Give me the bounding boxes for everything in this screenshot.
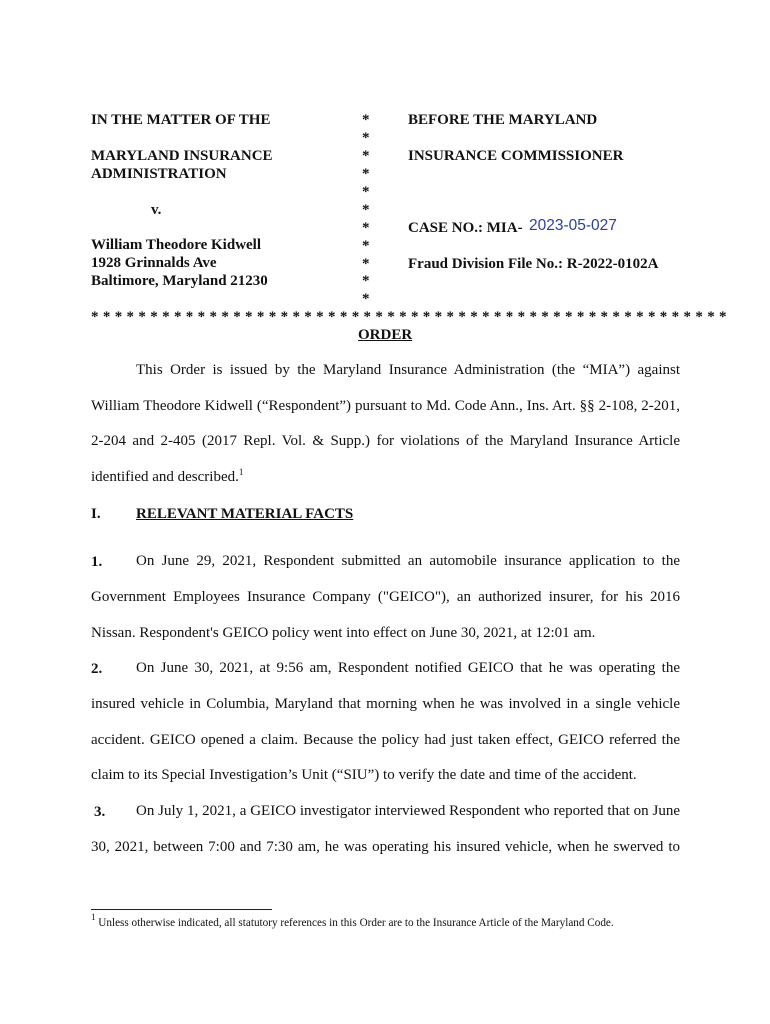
intro-line-3: 2-204 and 2-405 (2017 Repl. Vol. & Supp.) for violations of the Maryland Insurance Article xyxy=(91,433,680,449)
caption-star: * xyxy=(362,291,370,307)
intro-line-2: William Theodore Kidwell (“Respondent”) pursuant to Md. Code Ann., Ins. Art. §§ 2-108, 2-201, xyxy=(91,398,680,414)
caption-star: * xyxy=(362,220,370,236)
footnote-reference[interactable]: 1 xyxy=(238,467,244,477)
section-number: I. xyxy=(91,506,101,522)
caption-star: * xyxy=(362,112,370,128)
party1-line1: MARYLAND INSURANCE xyxy=(91,148,273,164)
paragraph-2-line-4: claim to its Special Investigation’s Unit (“SIU”) to verify the date and time of the accident. xyxy=(91,767,637,783)
section-title: RELEVANT MATERIAL FACTS xyxy=(136,506,354,522)
matter-line: IN THE MATTER OF THE xyxy=(91,112,271,128)
paragraph-3-line-2: 30, 2021, between 7:00 and 7:30 am, he was operating his insured vehicle, when he swerved to xyxy=(91,839,680,855)
footnote-text: Unless otherwise indicated, all statutory references in this Order are to the Insurance Article of the Maryland Code. xyxy=(98,917,614,929)
footnote-divider xyxy=(91,909,272,910)
case-number-handwritten: 2023-05-027 xyxy=(529,217,617,234)
before-line1: BEFORE THE MARYLAND xyxy=(408,112,598,128)
respondent-street: 1928 Grinnalds Ave xyxy=(91,255,217,271)
paragraph-1-line-3: Nissan. Respondent's GEICO policy went into effect on June 30, 2021, at 12:01 am. xyxy=(91,625,596,641)
paragraph-2-line-3: accident. GEICO opened a claim. Because the policy had just taken effect, GEICO referred the xyxy=(91,732,680,748)
paragraph-3-line-1: On July 1, 2021, a GEICO investigator interviewed Respondent who reported that on June xyxy=(136,803,680,819)
caption-star: * xyxy=(362,166,370,182)
case-number-label: CASE NO.: MIA- xyxy=(408,220,523,236)
caption-star: * xyxy=(362,202,370,218)
footnote xyxy=(91,912,614,929)
paragraph-2-line-1: On June 30, 2021, at 9:56 am, Respondent notified GEICO that he was operating the xyxy=(136,660,680,676)
caption-star: * xyxy=(362,184,370,200)
respondent-city: Baltimore, Maryland 21230 xyxy=(91,273,268,289)
footnote-mark: 1 xyxy=(91,912,96,922)
intro-line-4 xyxy=(91,467,244,485)
intro-line-4-text: identified and described. xyxy=(91,469,239,485)
paragraph-number: 3. xyxy=(94,804,106,820)
versus: v. xyxy=(151,202,162,218)
paragraph-number: 2. xyxy=(91,661,103,677)
order-heading: ORDER xyxy=(358,327,413,343)
caption-separator: * * * * * * * * * * * * * * * * * * * * * * * * * * * * * * * * * * * * * * * * * * * * * * * * * * * * * * xyxy=(91,309,727,325)
caption-star: * xyxy=(362,273,370,289)
paragraph-number: 1. xyxy=(91,554,103,570)
party1-line2: ADMINISTRATION xyxy=(91,166,227,182)
caption-star: * xyxy=(362,130,370,146)
paragraph-1-line-2: Government Employees Insurance Company ("GEICO"), an authorized insurer, for his 2016 xyxy=(91,589,680,605)
caption-star: * xyxy=(362,238,370,254)
caption-star: * xyxy=(362,148,370,164)
paragraph-2-line-2: insured vehicle in Columbia, Maryland that morning when he was involved in a single vehicle xyxy=(91,696,680,712)
respondent-name: William Theodore Kidwell xyxy=(91,237,262,253)
intro-line-1: This Order is issued by the Maryland Insurance Administration (the “MIA”) against xyxy=(136,362,680,378)
caption-star: * xyxy=(362,256,370,272)
paragraph-1-line-1: On June 29, 2021, Respondent submitted an automobile insurance application to the xyxy=(136,553,680,569)
before-line2: INSURANCE COMMISSIONER xyxy=(408,148,624,164)
fraud-file-number: Fraud Division File No.: R-2022-0102A xyxy=(408,256,659,272)
